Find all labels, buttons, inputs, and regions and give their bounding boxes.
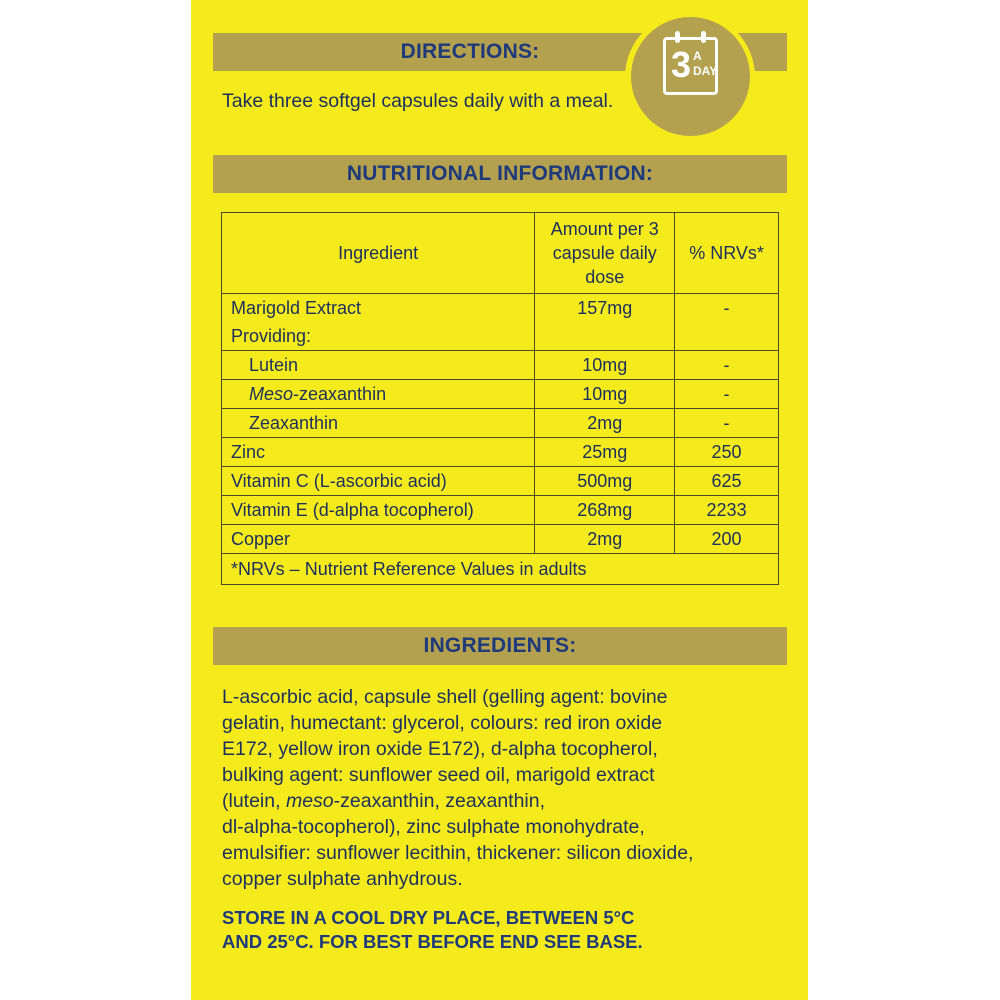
ingredient-cell: Zinc bbox=[222, 438, 535, 467]
nutrition-heading-band bbox=[213, 155, 787, 193]
ingredient-cell: Copper bbox=[222, 525, 535, 554]
amount-cell: 10mg bbox=[535, 380, 675, 409]
calendar-icon bbox=[663, 37, 718, 95]
ingredients-line: E172, yellow iron oxide E172), d-alpha tocopherol, bbox=[222, 738, 658, 760]
amount-cell: 2mg bbox=[535, 525, 675, 554]
ingredient-italic: Meso bbox=[249, 383, 294, 404]
ingredients-italic: meso bbox=[285, 790, 334, 812]
header-ingredient: Ingredient bbox=[222, 213, 535, 294]
nrv-cell bbox=[675, 322, 779, 351]
ingredients-line: bulking agent: sunflower seed oil, marigold extract bbox=[222, 764, 655, 786]
nrv-cell: 2233 bbox=[675, 496, 779, 525]
ingredients-text bbox=[222, 684, 797, 892]
ingredient-cell: Lutein bbox=[222, 351, 535, 380]
ingredients-fragment: (lutein, bbox=[222, 790, 286, 812]
nutrition-table bbox=[221, 212, 779, 585]
nrv-cell: - bbox=[675, 409, 779, 438]
amount-cell: 500mg bbox=[535, 467, 675, 496]
table-row bbox=[222, 438, 779, 467]
header-nrv: % NRVs* bbox=[675, 213, 779, 294]
storage-line: AND 25°C. FOR BEST BEFORE END SEE BASE. bbox=[222, 931, 643, 952]
nrv-cell: - bbox=[675, 351, 779, 380]
table-row bbox=[222, 467, 779, 496]
calendar-ring-left bbox=[675, 31, 680, 43]
calendar-ring-right bbox=[701, 31, 706, 43]
directions-heading: DIRECTIONS: bbox=[400, 40, 540, 63]
ingredient-cell: Vitamin E (d-alpha tocopherol) bbox=[222, 496, 535, 525]
ingredient-cell bbox=[222, 380, 535, 409]
ingredients-heading-band bbox=[213, 627, 787, 665]
ingredient-cell: Zeaxanthin bbox=[222, 409, 535, 438]
storage-line: STORE IN A COOL DRY PLACE, BETWEEN 5°C bbox=[222, 907, 635, 928]
ingredients-line bbox=[222, 788, 797, 814]
ingredients-fragment: -zeaxanthin, zeaxanthin, bbox=[333, 790, 546, 812]
table-row bbox=[222, 525, 779, 554]
ingredients-heading: INGREDIENTS: bbox=[423, 634, 577, 657]
amount-cell bbox=[535, 322, 675, 351]
badge-day: DAY bbox=[693, 64, 718, 78]
badge-number: 3 bbox=[671, 44, 692, 85]
table-row bbox=[222, 322, 779, 351]
badge-a: A bbox=[693, 49, 702, 63]
table-row bbox=[222, 409, 779, 438]
ingredient-cell: Providing: bbox=[222, 322, 535, 351]
table-row bbox=[222, 294, 779, 323]
ingredient-cell: Vitamin C (L-ascorbic acid) bbox=[222, 467, 535, 496]
storage-instructions bbox=[222, 906, 792, 954]
amount-cell: 157mg bbox=[535, 294, 675, 323]
amount-cell: 25mg bbox=[535, 438, 675, 467]
nrv-cell: - bbox=[675, 380, 779, 409]
header-amount: Amount per 3 capsule daily dose bbox=[535, 213, 675, 294]
table-header-row bbox=[222, 213, 779, 294]
nrv-cell: 250 bbox=[675, 438, 779, 467]
table-footnote-row bbox=[222, 554, 779, 585]
ingredient-rest: -zeaxanthin bbox=[293, 383, 387, 404]
ingredients-line: gelatin, humectant: glycerol, colours: red iron oxide bbox=[222, 712, 663, 734]
nrv-cell: 625 bbox=[675, 467, 779, 496]
ingredients-line: L-ascorbic acid, capsule shell (gelling agent: bovine bbox=[222, 686, 668, 708]
nrv-cell: - bbox=[675, 294, 779, 323]
nrv-cell: 200 bbox=[675, 525, 779, 554]
ingredient-cell: Marigold Extract bbox=[222, 294, 535, 323]
amount-cell: 268mg bbox=[535, 496, 675, 525]
ingredients-line: copper sulphate anhydrous. bbox=[222, 868, 463, 890]
directions-text: Take three softgel capsules daily with a meal. bbox=[222, 90, 614, 112]
amount-cell: 2mg bbox=[535, 409, 675, 438]
ingredients-line: dl-alpha-tocopherol), zinc sulphate monohydrate, bbox=[222, 816, 645, 838]
nrv-footnote: *NRVs – Nutrient Reference Values in adults bbox=[222, 554, 779, 585]
table-row bbox=[222, 380, 779, 409]
amount-cell: 10mg bbox=[535, 351, 675, 380]
table-row bbox=[222, 351, 779, 380]
nutrition-heading: NUTRITIONAL INFORMATION: bbox=[346, 162, 654, 185]
ingredients-line: emulsifier: sunflower lecithin, thickener: silicon dioxide, bbox=[222, 842, 694, 864]
table-row bbox=[222, 496, 779, 525]
